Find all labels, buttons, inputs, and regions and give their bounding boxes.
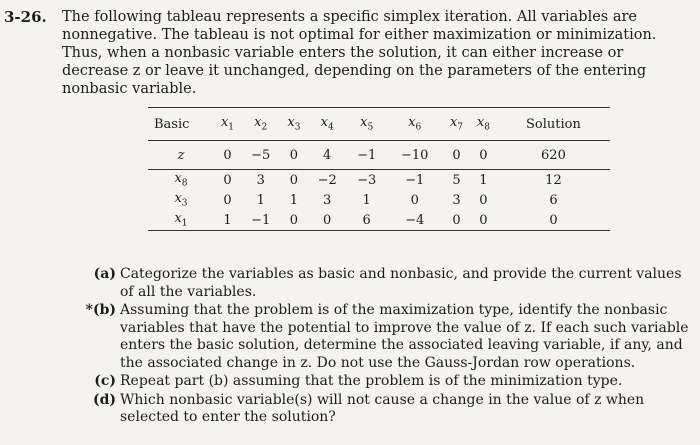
part-text: Repeat part (b) assuming that the problem is of the minimization type. <box>120 373 623 389</box>
cell: 3 <box>323 192 332 208</box>
problem-text: The following tableau represents a specific simplex iteration. All variables are nonnegative. The tableau is not optimal for either maximization or minimization. Thus, when a nonbasic variable enters the solution, it can either increase or decrease z or leave it unchanged, depending on the parameters of the entering nonbasic variable. <box>62 9 657 97</box>
row-basic: $x_8$ <box>174 171 188 189</box>
header-x4: $x_4$ <box>320 115 334 133</box>
question-parts <box>74 266 694 428</box>
cell: 0 <box>223 192 232 208</box>
row-basic: z <box>177 147 185 163</box>
header-x7: $x_7$ <box>449 115 464 133</box>
problem-number: 3-26. <box>4 8 47 26</box>
simplex-tableau <box>148 107 610 231</box>
part-text: Which nonbasic variable(s) will not cause a change in the value of z when selected to enter the solution? <box>120 391 645 425</box>
cell: 0 <box>479 147 488 163</box>
tableau-header-row <box>148 108 610 141</box>
cell: 3 <box>256 172 265 188</box>
cell: 0 <box>223 172 232 188</box>
cell: 1 <box>256 192 265 208</box>
header-x5: $x_5$ <box>360 115 374 133</box>
part-label: *(b) <box>85 302 116 318</box>
cell: 0 <box>452 147 461 163</box>
part-c <box>74 373 694 391</box>
header-x1: $x_1$ <box>220 115 235 133</box>
table-row <box>148 210 610 231</box>
cell: 0 <box>549 212 558 228</box>
cell: 0 <box>410 192 419 208</box>
part-label: (d) <box>92 391 116 408</box>
cell: −10 <box>401 147 429 163</box>
cell: 4 <box>323 147 332 163</box>
cell: 620 <box>541 147 566 163</box>
table-row <box>148 141 610 170</box>
cell: 0 <box>479 212 488 228</box>
cell: 1 <box>362 192 371 208</box>
cell: −1 <box>357 147 377 163</box>
part-label: (c) <box>94 373 116 389</box>
part-text: Assuming that the problem is of the maximization type, identify the nonbasic variables that have the potential to improve the value of z. If each such variable enters the basic solution, determine the associated leaving variable, if any, and the associated change in z. Do not use the Gauss-Jordan row operations. <box>120 302 689 371</box>
cell: −1 <box>405 172 425 188</box>
part-b <box>74 302 694 372</box>
cell: 0 <box>223 147 232 163</box>
tableau-table <box>148 107 610 231</box>
table-row <box>148 170 610 191</box>
cell: 12 <box>545 172 562 188</box>
cell: 1 <box>289 192 299 208</box>
cell: 6 <box>362 212 371 228</box>
cell: −1 <box>251 212 271 228</box>
header-basic: Basic <box>154 116 190 132</box>
cell: 6 <box>549 192 558 208</box>
cell: −4 <box>405 212 425 228</box>
header-x3: $x_3$ <box>287 115 301 133</box>
row-basic: $x_3$ <box>174 191 188 209</box>
part-label: (a) <box>93 266 116 282</box>
cell: 3 <box>452 192 461 208</box>
header-x6: $x_6$ <box>408 115 422 133</box>
cell: 0 <box>452 212 461 228</box>
cell: −5 <box>251 147 271 163</box>
problem-statement <box>4 8 694 98</box>
header-solution: Solution <box>526 116 581 132</box>
cell: 0 <box>289 147 299 163</box>
cell: 0 <box>289 212 299 228</box>
part-a <box>74 266 694 301</box>
header-x8: $x_8$ <box>476 115 490 133</box>
cell: 1 <box>479 172 488 188</box>
cell: 0 <box>323 212 332 228</box>
cell: −2 <box>317 172 337 188</box>
cell: 0 <box>289 172 299 188</box>
cell: −3 <box>357 172 377 188</box>
part-text: Categorize the variables as basic and nonbasic, and provide the current values of all the variables. <box>120 266 682 300</box>
cell: 5 <box>452 172 461 188</box>
cell: 0 <box>479 192 488 208</box>
cell: 1 <box>223 212 232 228</box>
header-x2: $x_2$ <box>254 115 268 133</box>
table-row <box>148 190 610 210</box>
row-basic: $x_1$ <box>174 211 188 229</box>
part-d <box>74 392 694 427</box>
